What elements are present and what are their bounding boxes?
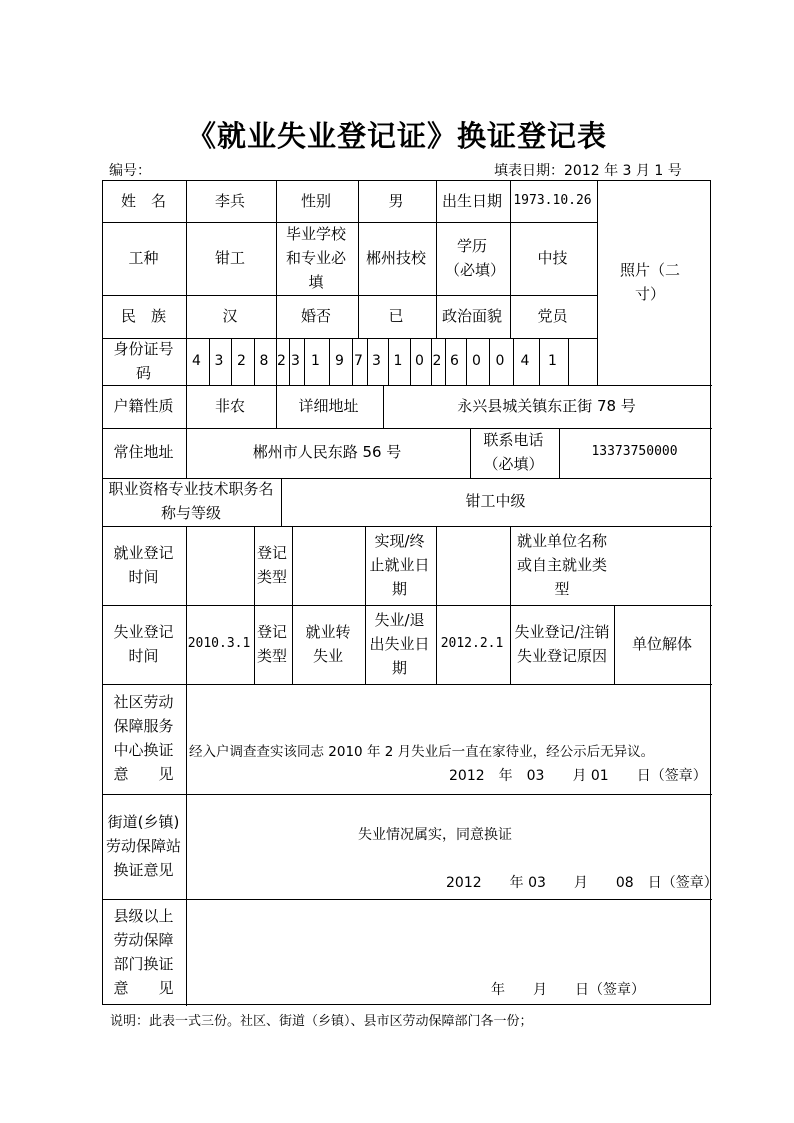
id-digit: 2 (432, 352, 442, 369)
phone-value: 13373750000 (591, 444, 678, 459)
address-value: 永兴县城关镇东正街 78 号 (457, 396, 636, 415)
id-digit: 4 (192, 352, 201, 369)
id-digit: 1 (393, 352, 403, 369)
employer-name-label: 就业单位名称或自主就业类型 (516, 531, 607, 598)
name-value: 李兵 (214, 191, 245, 210)
ethnicity-value: 汉 (222, 306, 238, 325)
id-digit: 0 (415, 352, 424, 369)
county-opinion-label: 县级以上劳动保障部门换证意 见 (113, 906, 174, 997)
employment-end-date-label: 实现/终止就业日期 (369, 531, 430, 598)
unemployment-registration-type-value: 就业转失业 (305, 622, 351, 665)
ethnicity-label: 民 族 (120, 306, 166, 325)
employment-registration-type-value (291, 525, 364, 604)
trade-value: 钳工 (214, 248, 245, 267)
qualification-value: 钳工中级 (465, 492, 526, 510)
unemployment-registration-type-label: 登记类型 (256, 622, 287, 665)
id-digit: 0 (472, 352, 481, 369)
id-digit: 4 (520, 352, 530, 369)
school-value: 郴州技校 (365, 248, 426, 267)
footnote: 说明：此表一式三份。社区、街道（乡镇）、县市区劳动保障部门各一份； (110, 1014, 533, 1029)
birth-date-label: 出生日期 (441, 191, 502, 210)
unemployment-registration-time-label: 失业登记时间 (113, 622, 174, 665)
county-opinion-date: 年 月 日（签章） (491, 982, 645, 998)
employment-registration-type-label: 登记类型 (256, 543, 287, 586)
employment-registration-time-value (185, 525, 253, 604)
id-digit: 2 (277, 352, 286, 369)
unemployment-reason-label: 失业登记/注销失业登记原因 (514, 622, 610, 665)
hukou-type-label: 户籍性质 (113, 396, 174, 415)
employer-name-value (613, 525, 711, 604)
school-label: 毕业学校和专业必填 (285, 224, 346, 291)
hukou-type-value: 非农 (214, 396, 245, 415)
fill-date: 填表日期：2012 年 3 月 1 号 (494, 163, 682, 179)
education-label: 学历（必填） (445, 236, 506, 279)
id-digit: 3 (372, 352, 381, 369)
id-digit: 9 (335, 352, 344, 369)
id-digit: 7 (354, 352, 363, 369)
community-opinion-date: 2012 年 03 月 01 日（签章） (449, 768, 707, 784)
id-digit: 3 (214, 352, 224, 369)
community-opinion-label: 社区劳动保障服务中心换证意 见 (113, 693, 174, 783)
id-digit: 3 (291, 352, 300, 369)
residence-value: 郴州市人民东路 56 号 (252, 443, 402, 461)
id-digit: 0 (495, 352, 505, 369)
unemployment-exit-date-value: 2012.2.1 (440, 635, 504, 651)
community-opinion-text: 经入户调查查实该同志 2010 年 2 月失业后一直在家待业，经公示后无异议。 (189, 744, 655, 760)
id-digit: 6 (450, 352, 459, 369)
education-value: 中技 (537, 248, 568, 267)
id-digit: 1 (311, 352, 320, 369)
marital-label: 婚否 (300, 306, 331, 325)
street-opinion-label: 街道(乡镇)劳动保障站换证意见 (105, 812, 181, 879)
birth-date-value: 1973.10.26 (513, 192, 592, 208)
unemployment-reason-value: 单位解体 (631, 634, 692, 653)
unemployment-registration-time-value: 2010.3.1 (187, 635, 251, 651)
id-number-label: 身份证号码 (113, 339, 174, 382)
serial-number-label: 编号： (109, 163, 151, 179)
address-label: 详细地址 (298, 396, 359, 415)
phone-label: 联系电话（必填） (483, 431, 544, 473)
political-label: 政治面貌 (441, 306, 502, 325)
name-label: 姓 名 (120, 191, 166, 210)
marital-value: 已 (388, 306, 404, 325)
trade-label: 工种 (128, 248, 159, 267)
unemployment-exit-date-label: 失业/退出失业日期 (369, 610, 430, 677)
street-opinion-date: 2012 年 03 月 08 日（签章） (446, 875, 718, 891)
id-digit: 2 (237, 352, 246, 369)
qualification-label: 职业资格专业技术职务名称与等级 (108, 480, 274, 522)
id-digit: 8 (259, 352, 269, 369)
residence-label: 常住地址 (113, 443, 174, 461)
political-value: 党员 (537, 306, 568, 325)
gender-label: 性别 (300, 191, 331, 210)
street-opinion-text: 失业情况属实，同意换证 (358, 827, 512, 843)
employment-end-date-value (435, 525, 509, 604)
employment-registration-time-label: 就业登记时间 (113, 543, 174, 586)
photo-placeholder: 照片（二寸） (620, 261, 681, 303)
page-title: 《就业失业登记证》换证登记表 (186, 119, 607, 153)
id-digit: 1 (548, 352, 557, 369)
gender-value: 男 (388, 191, 404, 210)
